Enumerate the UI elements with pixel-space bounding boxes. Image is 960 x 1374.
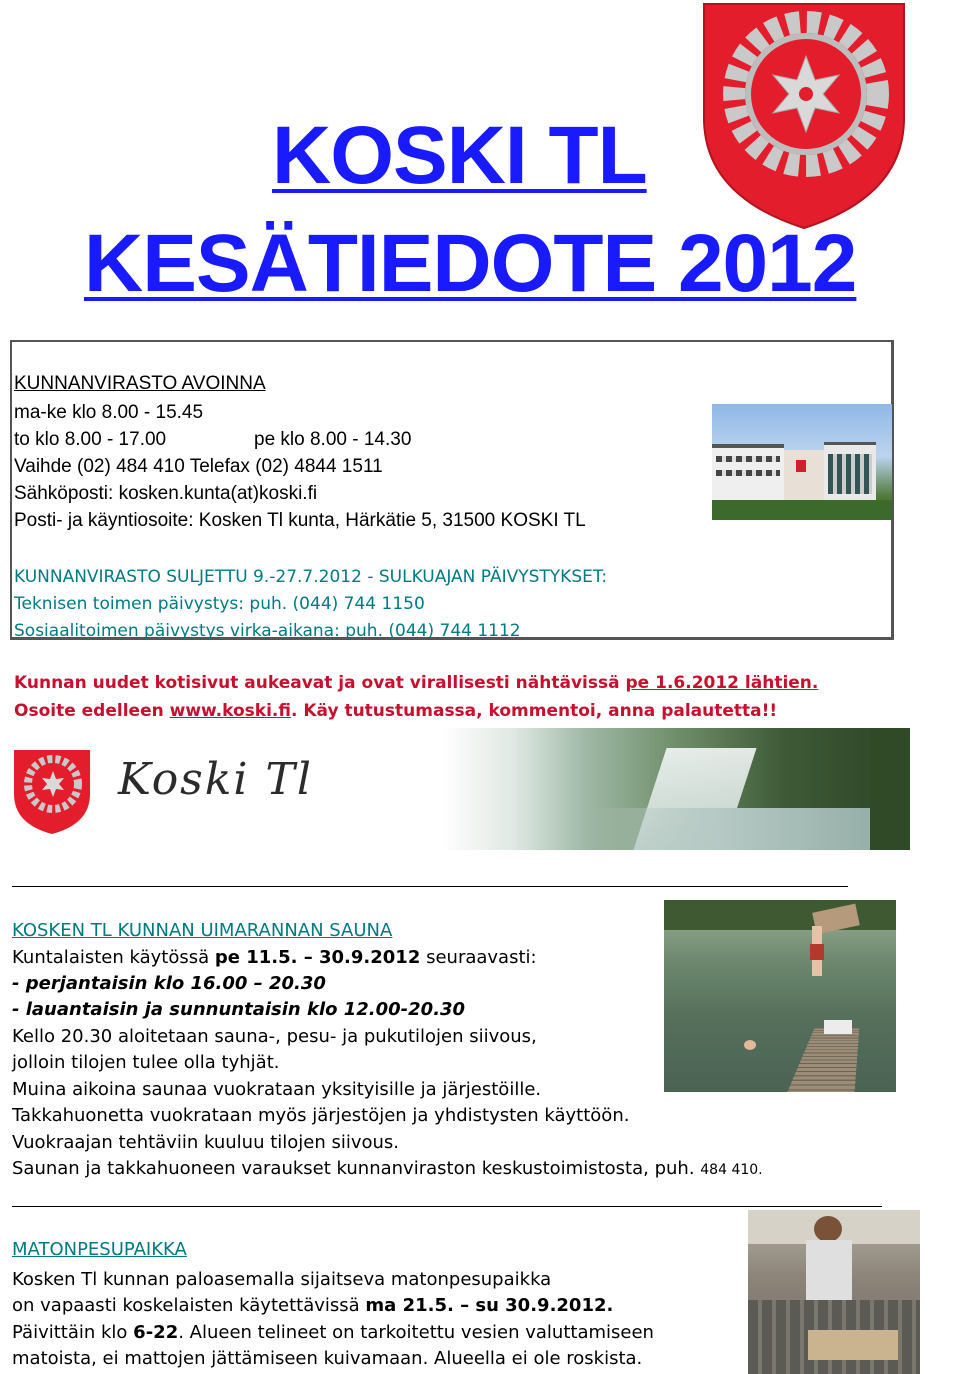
banner-crest-icon [12, 748, 92, 836]
sauna-line1-end: seuraavasti: [420, 947, 537, 968]
sauna-line6: Muina aikoina saunaa vuokrataan yksityisille ja järjestöille. [12, 1079, 542, 1100]
office-hours-1: ma-ke klo 8.00 - 15.45 [14, 402, 204, 423]
office-hours-2a: to klo 8.00 - 17.00 [14, 429, 167, 450]
sauna-weekend-hours: - lauantaisin ja sunnuntaisin klo 12.00-20.30 [12, 999, 466, 1020]
website-notice-line1 [14, 671, 818, 695]
office-hours-2b: pe klo 8.00 - 14.30 [254, 429, 412, 450]
page-title-line1: KOSKI TL [272, 110, 647, 201]
carpet-washing-photo [748, 1210, 920, 1374]
town-hall-photo [712, 404, 892, 520]
website-launch-date: pe 1.6.2012 lähtien. [625, 673, 819, 693]
divider-2 [12, 1206, 882, 1207]
carpet-line3-text: Päivittäin klo [12, 1322, 134, 1343]
page-title-line2: KESÄTIEDOTE 2012 [84, 218, 857, 309]
sauna-line1-text: Kuntalaisten käytössä [12, 947, 215, 968]
carpet-line1: Kosken Tl kunnan paloasemalla sijaitseva matonpesupaikka [12, 1269, 552, 1290]
duty-social: Sosiaalitoimen päivystys virka-aikana: puh. (044) 744 1112 [14, 621, 521, 641]
banner-logo-text: Koski Tl [118, 754, 313, 805]
office-email: Sähköposti: kosken.kunta(at)koski.fi [14, 483, 318, 504]
sauna-line5: jolloin tilojen tulee olla tyhjät. [12, 1052, 280, 1073]
beach-pier-photo [664, 900, 896, 1092]
office-closed-heading: KUNNANVIRASTO SULJETTU 9.-27.7.2012 - SULKUAJAN PÄIVYSTYKSET: [14, 567, 608, 587]
sauna-line4: Kello 20.30 aloitetaan sauna-, pesu- ja pukutilojen siivous, [12, 1026, 537, 1047]
website-link[interactable]: www.koski.fi [169, 701, 291, 721]
divider-1 [12, 886, 848, 887]
office-address: Posti- ja käyntiosoite: Kosken Tl kunta, Härkätie 5, 31500 KOSKI TL [14, 510, 586, 531]
website-notice-text2: Osoite edelleen [14, 701, 170, 721]
carpet-line2 [12, 1294, 613, 1318]
carpet-line4: matoista, ei mattojen jättämiseen kuivamaan. Alueella ei ole roskista. [12, 1348, 643, 1369]
website-notice-text3: . Käy tutustumassa, kommentoi, anna palautetta!! [290, 701, 778, 721]
website-notice-line2 [14, 699, 777, 723]
office-hours-heading: KUNNANVIRASTO AVOINNA [14, 373, 266, 394]
sauna-booking-text: Saunan ja takkahuoneen varaukset kunnanviraston keskustoimistosta, puh. [12, 1158, 701, 1179]
duty-technical: Teknisen toimen päivystys: puh. (044) 744 1150 [14, 594, 425, 614]
sauna-season: pe 11.5. – 30.9.2012 [214, 947, 421, 968]
sauna-friday-hours: - perjantaisin klo 16.00 – 20.30 [12, 973, 326, 994]
carpet-line3 [12, 1321, 654, 1345]
office-phone: Vaihde (02) 484 410 Telefax (02) 4844 1511 [14, 456, 383, 477]
sauna-heading: KOSKEN TL KUNNAN UIMARANNAN SAUNA [12, 920, 393, 941]
carpet-heading: MATONPESUPAIKKA [12, 1239, 187, 1260]
carpet-line2-text: on vapaasti koskelaisten käytettävissä [12, 1295, 366, 1316]
sauna-line7: Takkahuonetta vuokrataan myös järjestöjen ja yhdistysten käyttöön. [12, 1105, 630, 1126]
coat-of-arms [698, 0, 910, 232]
sauna-booking-phone: 484 410. [700, 1162, 763, 1178]
website-notice-text1: Kunnan uudet kotisivut aukeavat ja ovat virallisesti nähtävissä [14, 673, 626, 693]
sauna-line8: Vuokraajan tehtäviin kuuluu tilojen siivous. [12, 1132, 400, 1153]
sauna-line1 [12, 946, 537, 970]
sauna-line9 [12, 1157, 763, 1182]
carpet-season: ma 21.5. – su 30.9.2012. [365, 1295, 614, 1316]
carpet-line3-end: . Alueen telineet on tarkoitettu vesien valuttamiseen [178, 1322, 654, 1343]
carpet-hours: 6-22 [133, 1322, 179, 1343]
